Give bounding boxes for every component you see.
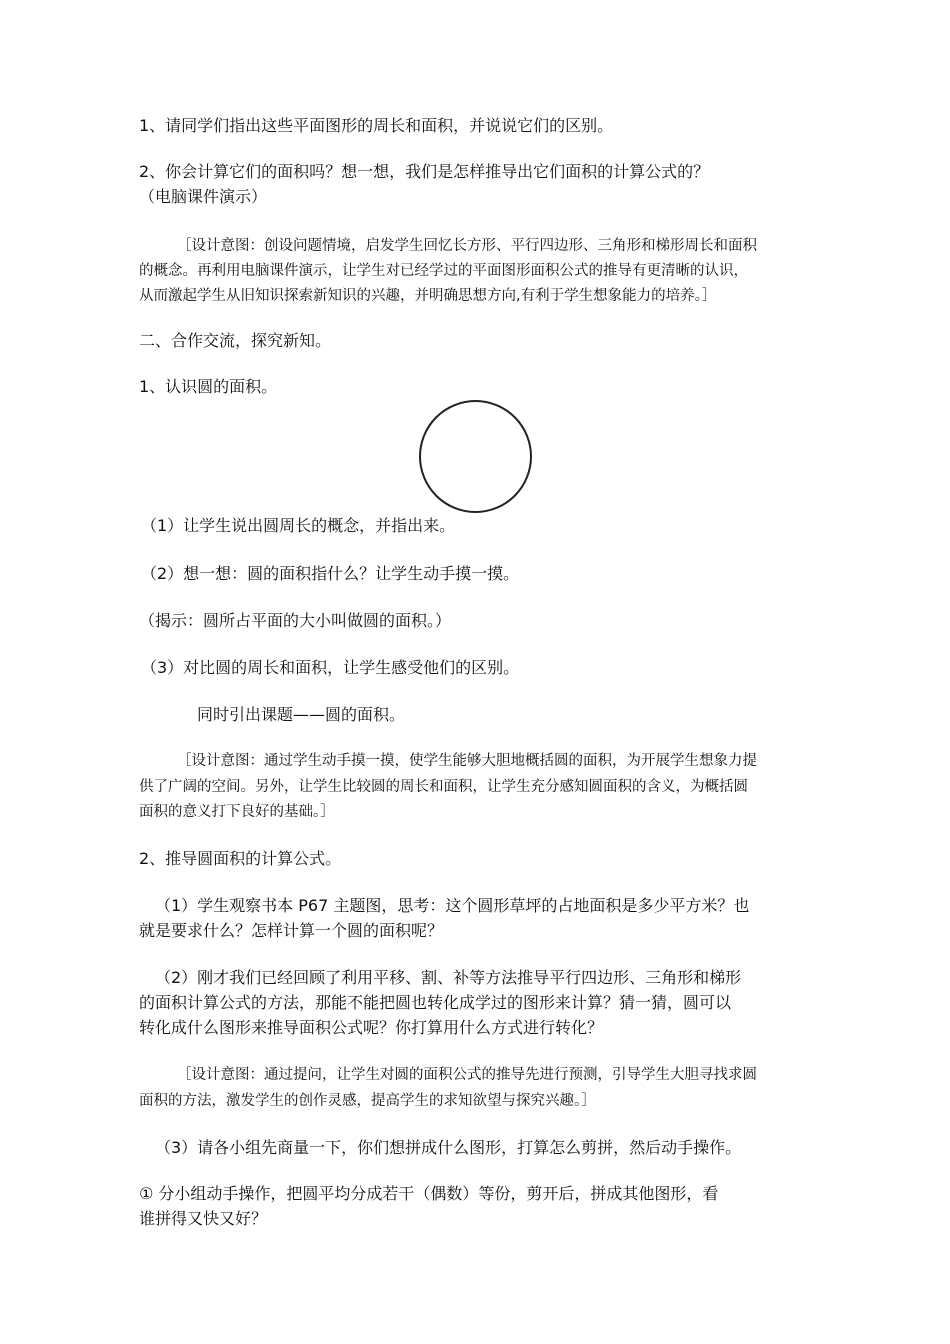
design-note-1-line-2: 的概念。再利用电脑课件演示，让学生对已经学过的平面图形面积公式的推导有更清晰的认识， — [139, 263, 748, 279]
activity-item-1-line-1: ① 分小组动手操作，把圆平均分成若干（偶数）等份，剪开后，拼成其他图形，看 — [139, 1184, 719, 1203]
topic-introduction: 同时引出课题——圆的面积。 — [197, 705, 406, 724]
circle-reveal: （揭示：圆所占平面的大小叫做圆的面积。） — [139, 611, 452, 630]
section-2-heading: 二、合作交流，探究新知。 — [139, 331, 332, 350]
circle-step-1: （1）让学生说出圆周长的概念，并指出来。 — [141, 516, 456, 535]
circle-step-3: （3）对比圆的周长和面积，让学生感受他们的区别。 — [141, 658, 520, 677]
design-note-3-line-1: ［设计意图：通过提问，让学生对圆的面积公式的推导先进行预测，引导学生大胆寻找求圆 — [177, 1067, 757, 1083]
review-question-1: 1、请同学们指出这些平面图形的周长和面积，并说说它们的区别。 — [139, 116, 614, 135]
derive-paragraph-2-line-1: （2）刚才我们已经回顾了利用平移、割、补等方法推导平行四边形、三角形和梯形 — [155, 968, 742, 987]
derive-paragraph-1-line-2: 就是要求什么？怎样计算一个圆的面积呢？ — [139, 921, 444, 940]
design-note-2-line-1: ［设计意图：通过学生动手摸一摸，使学生能够大胆地概括圆的面积，为开展学生想象力提 — [177, 753, 757, 769]
activity-paragraph-3: （3）请各小组先商量一下，你们想拼成什么图形，打算怎么剪拼，然后动手操作。 — [155, 1138, 742, 1157]
design-note-1-line-1: ［设计意图：创设问题情境，启发学生回忆长方形、平行四边形、三角形和梯形周长和面积 — [177, 238, 757, 254]
derive-paragraph-2-line-3: 转化成什么图形来推导面积公式呢？你打算用什么方式进行转化？ — [139, 1018, 604, 1037]
derive-paragraph-1-line-1: （1）学生观察书本 P67 主题图，思考：这个圆形草坪的占地面积是多少平方米？也 — [155, 896, 750, 915]
review-question-2-line-1: 2、你会计算它们的面积吗？想一想，我们是怎样推导出它们面积的计算公式的？ — [139, 162, 710, 181]
section-2-subheading-1: 1、认识圆的面积。 — [139, 377, 278, 396]
derive-paragraph-2-line-2: 的面积计算公式的方法，那能不能把圆也转化成学过的图形来计算？猜一猜，圆可以 — [139, 993, 732, 1012]
circle-step-2: （2）想一想：圆的面积指什么？让学生动手摸一摸。 — [141, 564, 520, 583]
design-note-3-line-2: 面积的方法，激发学生的创作灵感，提高学生的求知欲望与探究兴趣。］ — [139, 1093, 596, 1109]
activity-item-1-line-2: 谁拼得又快又好？ — [139, 1209, 268, 1228]
design-note-1-line-3: 从而激起学生从旧知识探索新知识的兴趣，并明确思想方向,有利于学生想象能力的培养。］ — [139, 288, 717, 304]
design-note-2-line-3: 面积的意义打下良好的基础。］ — [139, 804, 335, 820]
circle-figure — [419, 400, 532, 513]
design-note-2-line-2: 供了广阔的空间。另外，让学生比较圆的周长和面积，让学生充分感知圆面积的含义，为概括圆 — [139, 779, 748, 795]
review-question-2-line-2: （电脑课件演示） — [139, 187, 268, 206]
derive-heading: 2、推导圆面积的计算公式。 — [139, 849, 342, 868]
